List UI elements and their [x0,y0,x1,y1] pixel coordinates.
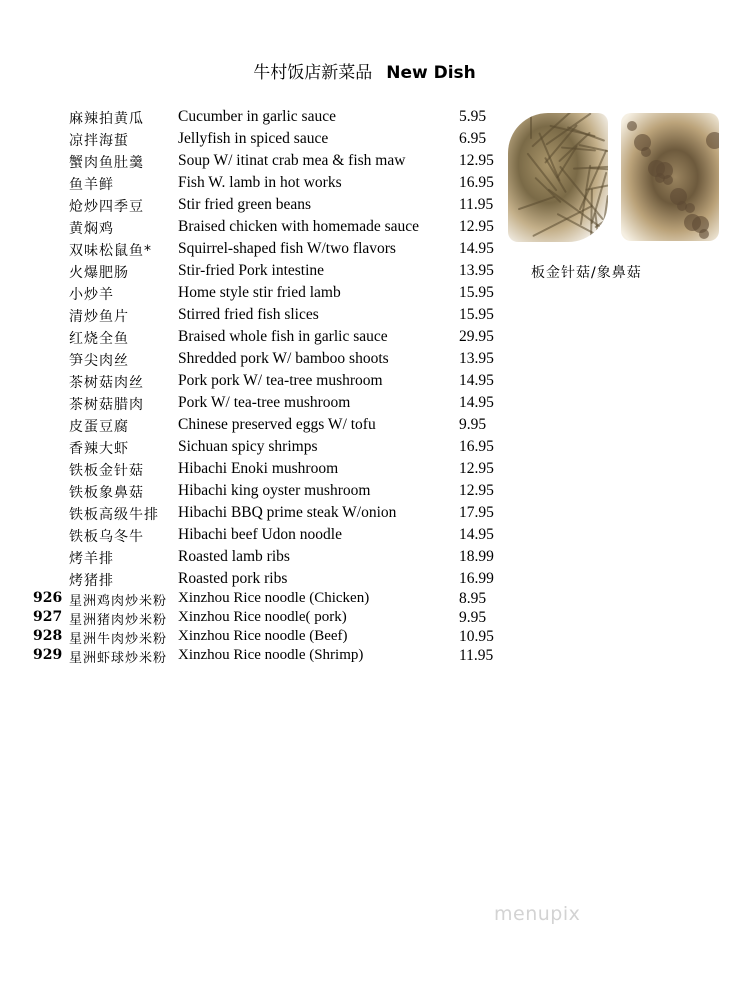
item-chinese-name: 麻辣拍黄瓜 [69,111,144,127]
menu-item [0,526,520,548]
item-chinese-name: 蟹肉鱼肚羹 [69,155,144,171]
title-english: New Dish [386,63,476,83]
item-chinese-name: 铁板高级牛排 [69,507,159,523]
item-price: 12.95 [459,152,494,169]
item-price: 16.95 [459,174,494,191]
item-chinese-name: 铁板乌冬牛 [69,529,144,545]
item-chinese-name: 铁板象鼻菇 [69,485,144,501]
menu-item [0,482,520,504]
item-chinese-name: 香辣大虾 [69,441,129,457]
item-price: 16.99 [459,570,494,587]
item-price: 14.95 [459,394,494,411]
item-chinese-name: 鱼羊鲜 [69,177,114,193]
title-chinese: 牛村饭店新菜品 [253,63,373,83]
menu-item [0,240,520,262]
item-english-name: Stirred fried fish slices [178,306,319,323]
item-english-name: Hibachi Enoki mushroom [178,460,339,477]
menu-item [0,130,520,152]
item-price: 11.95 [459,647,494,664]
item-english-name: Hibachi king oyster mushroom [178,482,371,499]
item-chinese-name: 双味松鼠鱼* [69,243,152,259]
item-english-name: Fish W. lamb in hot works [178,174,342,191]
item-english-name: Xinzhou Rice noodle (Beef) [178,628,348,644]
item-english-name: Stir fried green beans [178,196,311,213]
item-english-name: Pork pork W/ tea-tree mushroom [178,372,383,389]
menu-item [0,416,520,438]
menu-item [0,647,520,669]
item-price: 12.95 [459,482,494,499]
item-price: 29.95 [459,328,494,345]
menu-item [0,196,520,218]
item-english-name: Soup W/ itinat crab mea & fish maw [178,152,406,169]
item-chinese-name: 烤猪排 [69,573,114,589]
menu-item [0,438,520,460]
item-number: 927 [33,609,63,625]
item-english-name: Sichuan spicy shrimps [178,438,318,455]
item-english-name: Roasted pork ribs [178,570,288,587]
menu-item [0,262,520,284]
menu-item [0,108,520,130]
item-price: 14.95 [459,240,494,257]
item-english-name: Braised chicken with homemade sauce [178,218,420,235]
item-english-name: Shredded pork W/ bamboo shoots [178,350,389,367]
item-chinese-name: 烤羊排 [69,551,114,567]
item-price: 15.95 [459,284,494,301]
menu-item [0,306,520,328]
item-chinese-name: 星洲牛肉炒米粉 [69,632,168,647]
item-price: 5.95 [459,108,487,125]
item-chinese-name: 火爆肥肠 [69,265,129,281]
item-price: 6.95 [459,130,487,147]
item-price: 18.99 [459,548,494,565]
item-price: 9.95 [459,609,487,626]
item-chinese-name: 茶树菇腊肉 [69,397,144,413]
item-chinese-name: 清炒鱼片 [69,309,129,325]
item-chinese-name: 笋尖肉丝 [69,353,129,369]
king-oyster-mushroom-photo [621,113,719,241]
item-english-name: Cucumber in garlic sauce [178,108,336,125]
item-chinese-name: 红烧全鱼 [69,331,129,347]
item-price: 13.95 [459,262,494,279]
item-price: 12.95 [459,460,494,477]
item-english-name: Chinese preserved eggs W/ tofu [178,416,376,433]
enoki-mushroom-photo [508,113,608,242]
menu-item [0,350,520,372]
item-price: 9.95 [459,416,487,433]
item-chinese-name: 小炒羊 [69,287,114,303]
item-chinese-name: 星洲猪肉炒米粉 [69,613,168,628]
item-english-name: Home style stir fried lamb [178,284,341,301]
item-english-name: Pork W/ tea-tree mushroom [178,394,351,411]
menu-item [0,570,520,592]
item-price: 17.95 [459,504,494,521]
item-price: 16.95 [459,438,494,455]
item-price: 8.95 [459,590,487,607]
item-english-name: Squirrel-shaped fish W/two flavors [178,240,396,257]
item-chinese-name: 星洲鸡肉炒米粉 [69,594,168,609]
menu-item [0,460,520,482]
item-price: 14.95 [459,372,494,389]
menu-item [0,152,520,174]
menu-item [0,372,520,394]
item-price: 14.95 [459,526,494,543]
menupix-watermark: menupix [494,903,581,925]
menu-item [0,548,520,570]
item-english-name: Xinzhou Rice noodle (Chicken) [178,590,370,606]
item-english-name: Xinzhou Rice noodle (Shrimp) [178,647,364,663]
menu-item [0,504,520,526]
item-chinese-name: 皮蛋豆腐 [69,419,129,435]
item-english-name: Jellyfish in spiced sauce [178,130,329,147]
item-price: 11.95 [459,196,494,213]
item-chinese-name: 茶树菇肉丝 [69,375,144,391]
menu-item [0,174,520,196]
item-english-name: Hibachi beef Udon noodle [178,526,342,543]
item-price: 10.95 [459,628,494,645]
item-chinese-name: 黄焖鸡 [69,221,114,237]
item-number: 926 [33,590,63,606]
item-price: 13.95 [459,350,494,367]
item-english-name: Xinzhou Rice noodle( pork) [178,609,347,625]
item-english-name: Roasted lamb ribs [178,548,290,565]
page-title [0,58,729,83]
item-english-name: Hibachi BBQ prime steak W/onion [178,504,397,521]
menu-item [0,394,520,416]
photo-caption: 板金针菇/象鼻菇 [531,265,642,281]
item-english-name: Braised whole fish in garlic sauce [178,328,388,345]
item-chinese-name: 凉拌海蜇 [69,133,129,149]
item-english-name: Stir-fried Pork intestine [178,262,325,279]
menu-item [0,328,520,350]
item-price: 15.95 [459,306,494,323]
item-price: 12.95 [459,218,494,235]
item-chinese-name: 炝炒四季豆 [69,199,144,215]
menu-item [0,218,520,240]
item-number: 928 [33,628,63,644]
item-chinese-name: 铁板金针菇 [69,463,144,479]
item-chinese-name: 星洲虾球炒米粉 [69,651,168,666]
menu-item [0,284,520,306]
item-number: 929 [33,647,63,663]
